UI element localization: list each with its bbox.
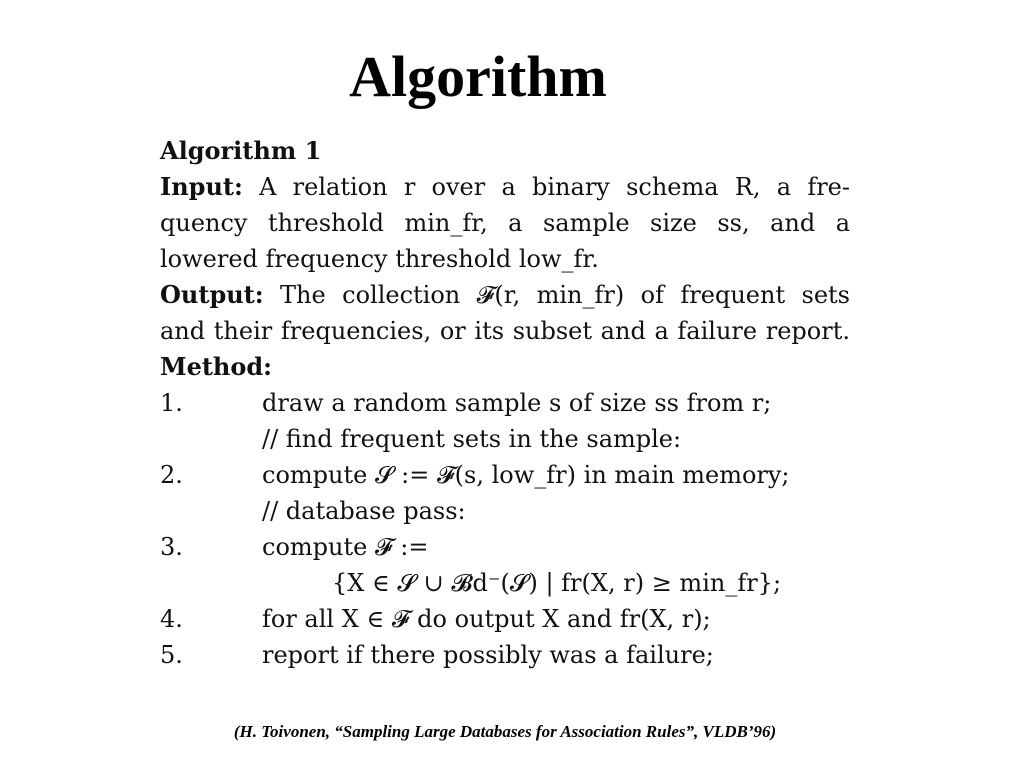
output-line-2: and their frequencies, or its subset and a failure report. bbox=[160, 317, 850, 345]
step-number: 5. bbox=[160, 641, 183, 669]
set-expression: {X ∈ 𝓢 ∪ 𝓑d⁻(𝓢) | fr(X, r) ≥ min_fr}; bbox=[332, 569, 782, 597]
step-number: 1. bbox=[160, 389, 183, 417]
step-number: 2. bbox=[160, 461, 183, 489]
step-text: compute 𝓢 := 𝓕(s, low_fr) in main memory; bbox=[262, 461, 790, 489]
input-line-3: lowered frequency threshold low_fr. bbox=[160, 245, 599, 273]
method-label: Method: bbox=[160, 352, 273, 381]
input-line-2: quency threshold min_fr, a sample size ss, and a bbox=[160, 209, 850, 237]
algorithm-heading: Algorithm 1 bbox=[160, 136, 322, 165]
input-label: Input: bbox=[160, 172, 243, 201]
input-line-1 bbox=[160, 172, 850, 202]
output-line-1 bbox=[160, 280, 850, 310]
output-label: Output: bbox=[160, 280, 264, 309]
step-text: for all X ∈ 𝓕 do output X and fr(X, r); bbox=[262, 605, 711, 633]
output-text-1: The collection 𝓕(r, min_fr) of frequent sets bbox=[280, 281, 850, 309]
step-text: report if there possibly was a failure; bbox=[262, 641, 714, 669]
slide-title: Algorithm bbox=[349, 44, 607, 109]
comment-text: // database pass: bbox=[262, 497, 466, 525]
step-number: 4. bbox=[160, 605, 183, 633]
citation: (H. Toivonen, “Sampling Large Databases for Association Rules”, VLDB’96) bbox=[233, 722, 777, 741]
step-text: compute 𝓕 := bbox=[262, 533, 429, 561]
input-text-1: A relation r over a binary schema R, a fre- bbox=[259, 173, 850, 201]
step-number: 3. bbox=[160, 533, 183, 561]
comment-text: // find frequent sets in the sample: bbox=[262, 425, 682, 453]
step-text: draw a random sample s of size ss from r; bbox=[262, 389, 772, 417]
